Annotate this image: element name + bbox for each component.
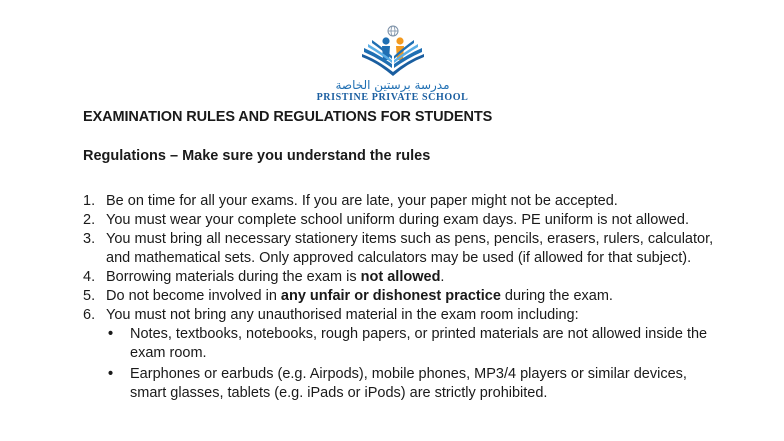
rule-text: Be on time for all your exams. If you are late, your paper might not be accepted. [106, 193, 618, 209]
school-name: PRISTINE PRIVATE SCHOOL [316, 92, 469, 103]
school-emblem-icon [358, 24, 428, 78]
rule-text-start: Do not become involved in [106, 288, 281, 304]
rule-emphasis: any unfair or dishonest practice [280, 288, 501, 304]
document-body [83, 108, 723, 405]
school-name-arabic: مدرسة برستين الخاصة [335, 78, 450, 92]
regulations-heading: Regulations – Make sure you understand the rules [83, 148, 431, 164]
unauthorised-materials-list [106, 325, 723, 403]
sub-list-item [106, 325, 723, 363]
rule-item [83, 192, 723, 211]
rule-number: 1. [83, 193, 96, 209]
rule-text-start: Borrowing materials during the exam is [106, 269, 361, 285]
rule-text-end: . [440, 269, 445, 285]
rule-number: 6. [83, 307, 96, 323]
rule-number: 3. [83, 231, 96, 247]
school-logo [315, 24, 470, 110]
sub-item-text: Notes, textbooks, notebooks, rough papers, or printed materials are not allowed inside the exam room. [130, 326, 708, 361]
rule-item [83, 211, 723, 230]
bullet-icon: • [108, 366, 114, 382]
document-title: EXAMINATION RULES AND REGULATIONS FOR STUDENTS [83, 109, 493, 125]
rules-list [83, 192, 723, 403]
rule-item [83, 268, 723, 287]
rule-text-end: during the exam. [500, 288, 613, 304]
rule-emphasis: not allowed [360, 269, 441, 285]
rule-item [83, 287, 723, 306]
rule-number: 5. [83, 288, 96, 304]
rule-number: 4. [83, 269, 96, 285]
bullet-icon: • [108, 326, 114, 342]
rule-item [83, 306, 723, 403]
rule-text: You must wear your complete school uniform during exam days. PE uniform is not allowed. [106, 212, 689, 228]
rule-text: You must not bring any unauthorised material in the exam room including: [106, 307, 579, 323]
rule-item [83, 230, 723, 268]
sub-item-text: Earphones or earbuds (e.g. Airpods), mobile phones, MP3/4 players or similar devices, smart glasses, tablets (e.g. iPads or iPods) are strictly prohibited. [130, 366, 687, 401]
sub-list-item [106, 365, 723, 403]
rule-number: 2. [83, 212, 96, 228]
rule-text: You must bring all necessary stationery items such as pens, pencils, erasers, rulers, calculator, and mathematical sets. Only approved calculators may be used (if allowed for that subject). [106, 231, 714, 266]
